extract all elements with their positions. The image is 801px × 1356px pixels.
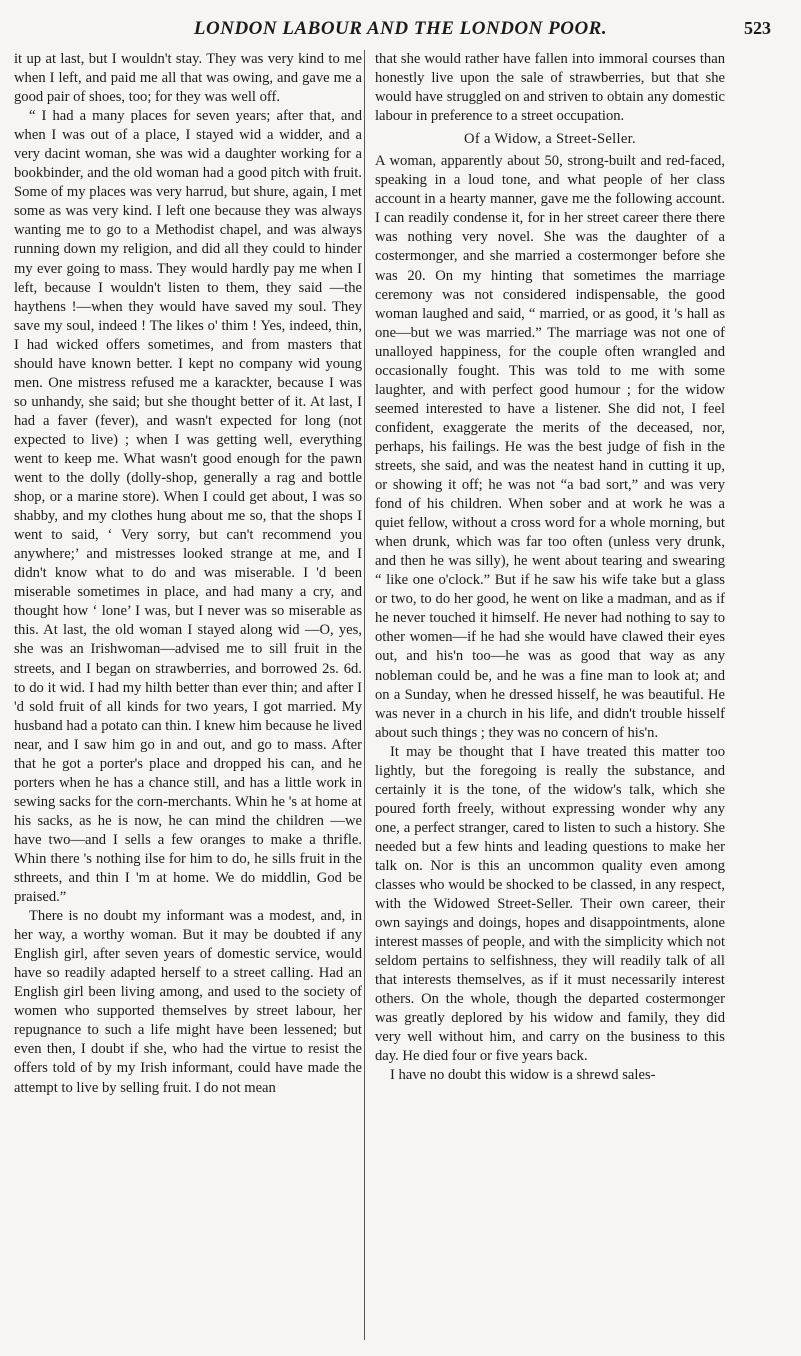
paragraph: that she would rather have fallen into immoral courses than honestly live upon the sale of strawberries, but that she would have struggled on and striven to obtain any domestic labour in preference to a street occupation. bbox=[375, 51, 725, 125]
paragraph: “ I had a many places for seven years; after that, and when I was out of a place, I stayed wid a widder, and a very dacint woman, she was wid a daughter working for a bookbinder, and the old woman had a good pitch with fruit. Some of my places was very harrud, but shure, again, I met some as was very kind. I left one because they was always wanting me to go to a Methodist chapel, and was always running down my religion, and did all they could to hinder my ever going to mass. They would hardly pay me when I left, because I wouldn't listen to them, they said —the haythens !—when they would have saved my soul. They save my soul, indeed ! The likes o' thim ! Yes, indeed, thin, I had wicked offers sometimes, and from masters that should have known better. I kept no company wid young men. One mistress refused me a karackter, because I was so unhandy, she said; but she thought better of it. At last, I had a faver (fever), and wasn't expected for long (not expected to live) ; when I was getting well, everything went to keep me. What wasn't good enough for the pawn went to the dolly (dolly-shop, generally a rag and bottle shop, or a marine store). When I could get about, I was so shabby, and my clothes hung about me so, that the shops I went to said, ‘ Very sorry, but can't recommend you anywhere;’ and mistresses looked strange at me, and I didn't know what to do and was miserable. I 'd been miserable sometimes in place, and had many a cry, and thought how ‘ lone’ I was, but I never was so miserable as this. At last, the old woman I stayed along wid —O, yes, she was an Irishwoman—advised me to sill fruit in the streets, and I began on strawberries, and borrowed 2s. 6d. to do it wid. I had my hilth better than ever thin; and after I 'd sold fruit of all kinds for two years, I got married. My husband had a potato can thin. I knew him because he lived near, and I saw him go in and out, and go to mass. After that he got a porter's place and dropped his can, and he porters when he has a chance still, and has a little work in sewing sacks for the corn-merchants. Whin he 's at home at his sacks, as he is now, he can mind the children —we have two—and I sells a few oranges to make a thrifle. Whin there 's nothing ilse for him to do, he sills fruit in the sthreets, and thin I 'm at home. We do middlin, God be praised.” bbox=[14, 108, 362, 906]
right-column bbox=[375, 50, 725, 1086]
left-column bbox=[14, 50, 362, 1098]
paragraph: I have no doubt this widow is a shrewd sales- bbox=[390, 1067, 656, 1084]
column-divider bbox=[364, 50, 365, 1340]
paragraph: it up at last, but I wouldn't stay. They was very kind to me when I left, and paid me all that was owing, and gave me a good pair of shoes, too; for they was well off. bbox=[14, 51, 362, 106]
section-heading: Of a Widow, a Street-Seller. bbox=[464, 131, 636, 148]
paragraph: A woman, apparently about 50, strong-built and red-faced, speaking in a loud tone, and what people of her class account in a hearty manner, gave me the following account. I can readily condense it, for in her street career there there was nothing very novel. She was the daughter of a costermonger, and she married a costermonger before she was 20. On my hinting that sometimes the marriage ceremony was not considered indispensable, the good woman laughed and said, “ married, or as good, it 's hall as one—but we was married.” The marriage was not one of unalloyed happiness, for the couple often wrangled and occasionally fought. This was told to me with some laughter, and with perfect good humour ; for the widow seemed interested to have a listener. She did not, I feel confident, exaggerate the merits of the deceased, nor, perhaps, his failings. He was the best judge of fish in the streets, she said, and was the neatest hand in cutting it up, or showing it off; he was not “a bad sort,” and was very fond of his children. When sober and at work he was a quiet fellow, without a cross word for a whole morning, but when drunk, which was far too often (unless very drunk, and then he was silly), he went about tearing and swearing “ like one o'clock.” But if he saw his wife take but a glass or two, to do her good, he went on like a madman, and as if he never touched it himself. He never had nothing to say to other women—if he had she would have clawed their eyes out, and his'n too—he was as good that way as any nobleman could be, and he was a fine man to look at; and on a Sunday, when he dressed hisself, he was beautiful. He was never in a church in his life, and didn't trouble hisself about such things ; they was no concern of his'n. bbox=[375, 153, 725, 741]
paragraph: It may be thought that I have treated this matter too lightly, but the foregoing is really the substance, and certainly it is the tone, of the widow's talk, which she poured forth freely, without expressing wonder why any one, a perfect stranger, cared to listen to such a history. She needed but a few hints and leading questions to make her talk on. Nor is this an uncommon quality even among classes who would be shocked to be classed, in any respect, with the Widowed Street-Seller. Their own career, their own sayings and doings, hopes and disappointments, alone interest masses of people, and with the simplicity which not seldom pertains to selfishness, they will readily talk of all that interests themselves, as if it must necessarily interest others. On the whole, though the departed costermonger was greatly deplored by his widow and family, they did very well without him, and carry on the business to this day. He died four or five years back. bbox=[375, 743, 725, 1065]
page-number: 523 bbox=[744, 18, 771, 38]
running-title: LONDON LABOUR AND THE LONDON POOR. bbox=[193, 18, 608, 39]
paragraph: There is no doubt my informant was a modest, and, in her way, a worthy woman. But it may be doubted if any English girl, after seven years of domestic service, would have so readily adapted herself to a street calling. Had an English girl been living among, and used to the society of women who supported themselves by street labour, her repugnance to such a life might have been lessened; but even then, I doubt if she, who had the virtue to resist the offers told of by my Irish informant, could have made the attempt to live by selling fruit. I do not mean bbox=[14, 908, 362, 1096]
page-header bbox=[0, 12, 801, 42]
